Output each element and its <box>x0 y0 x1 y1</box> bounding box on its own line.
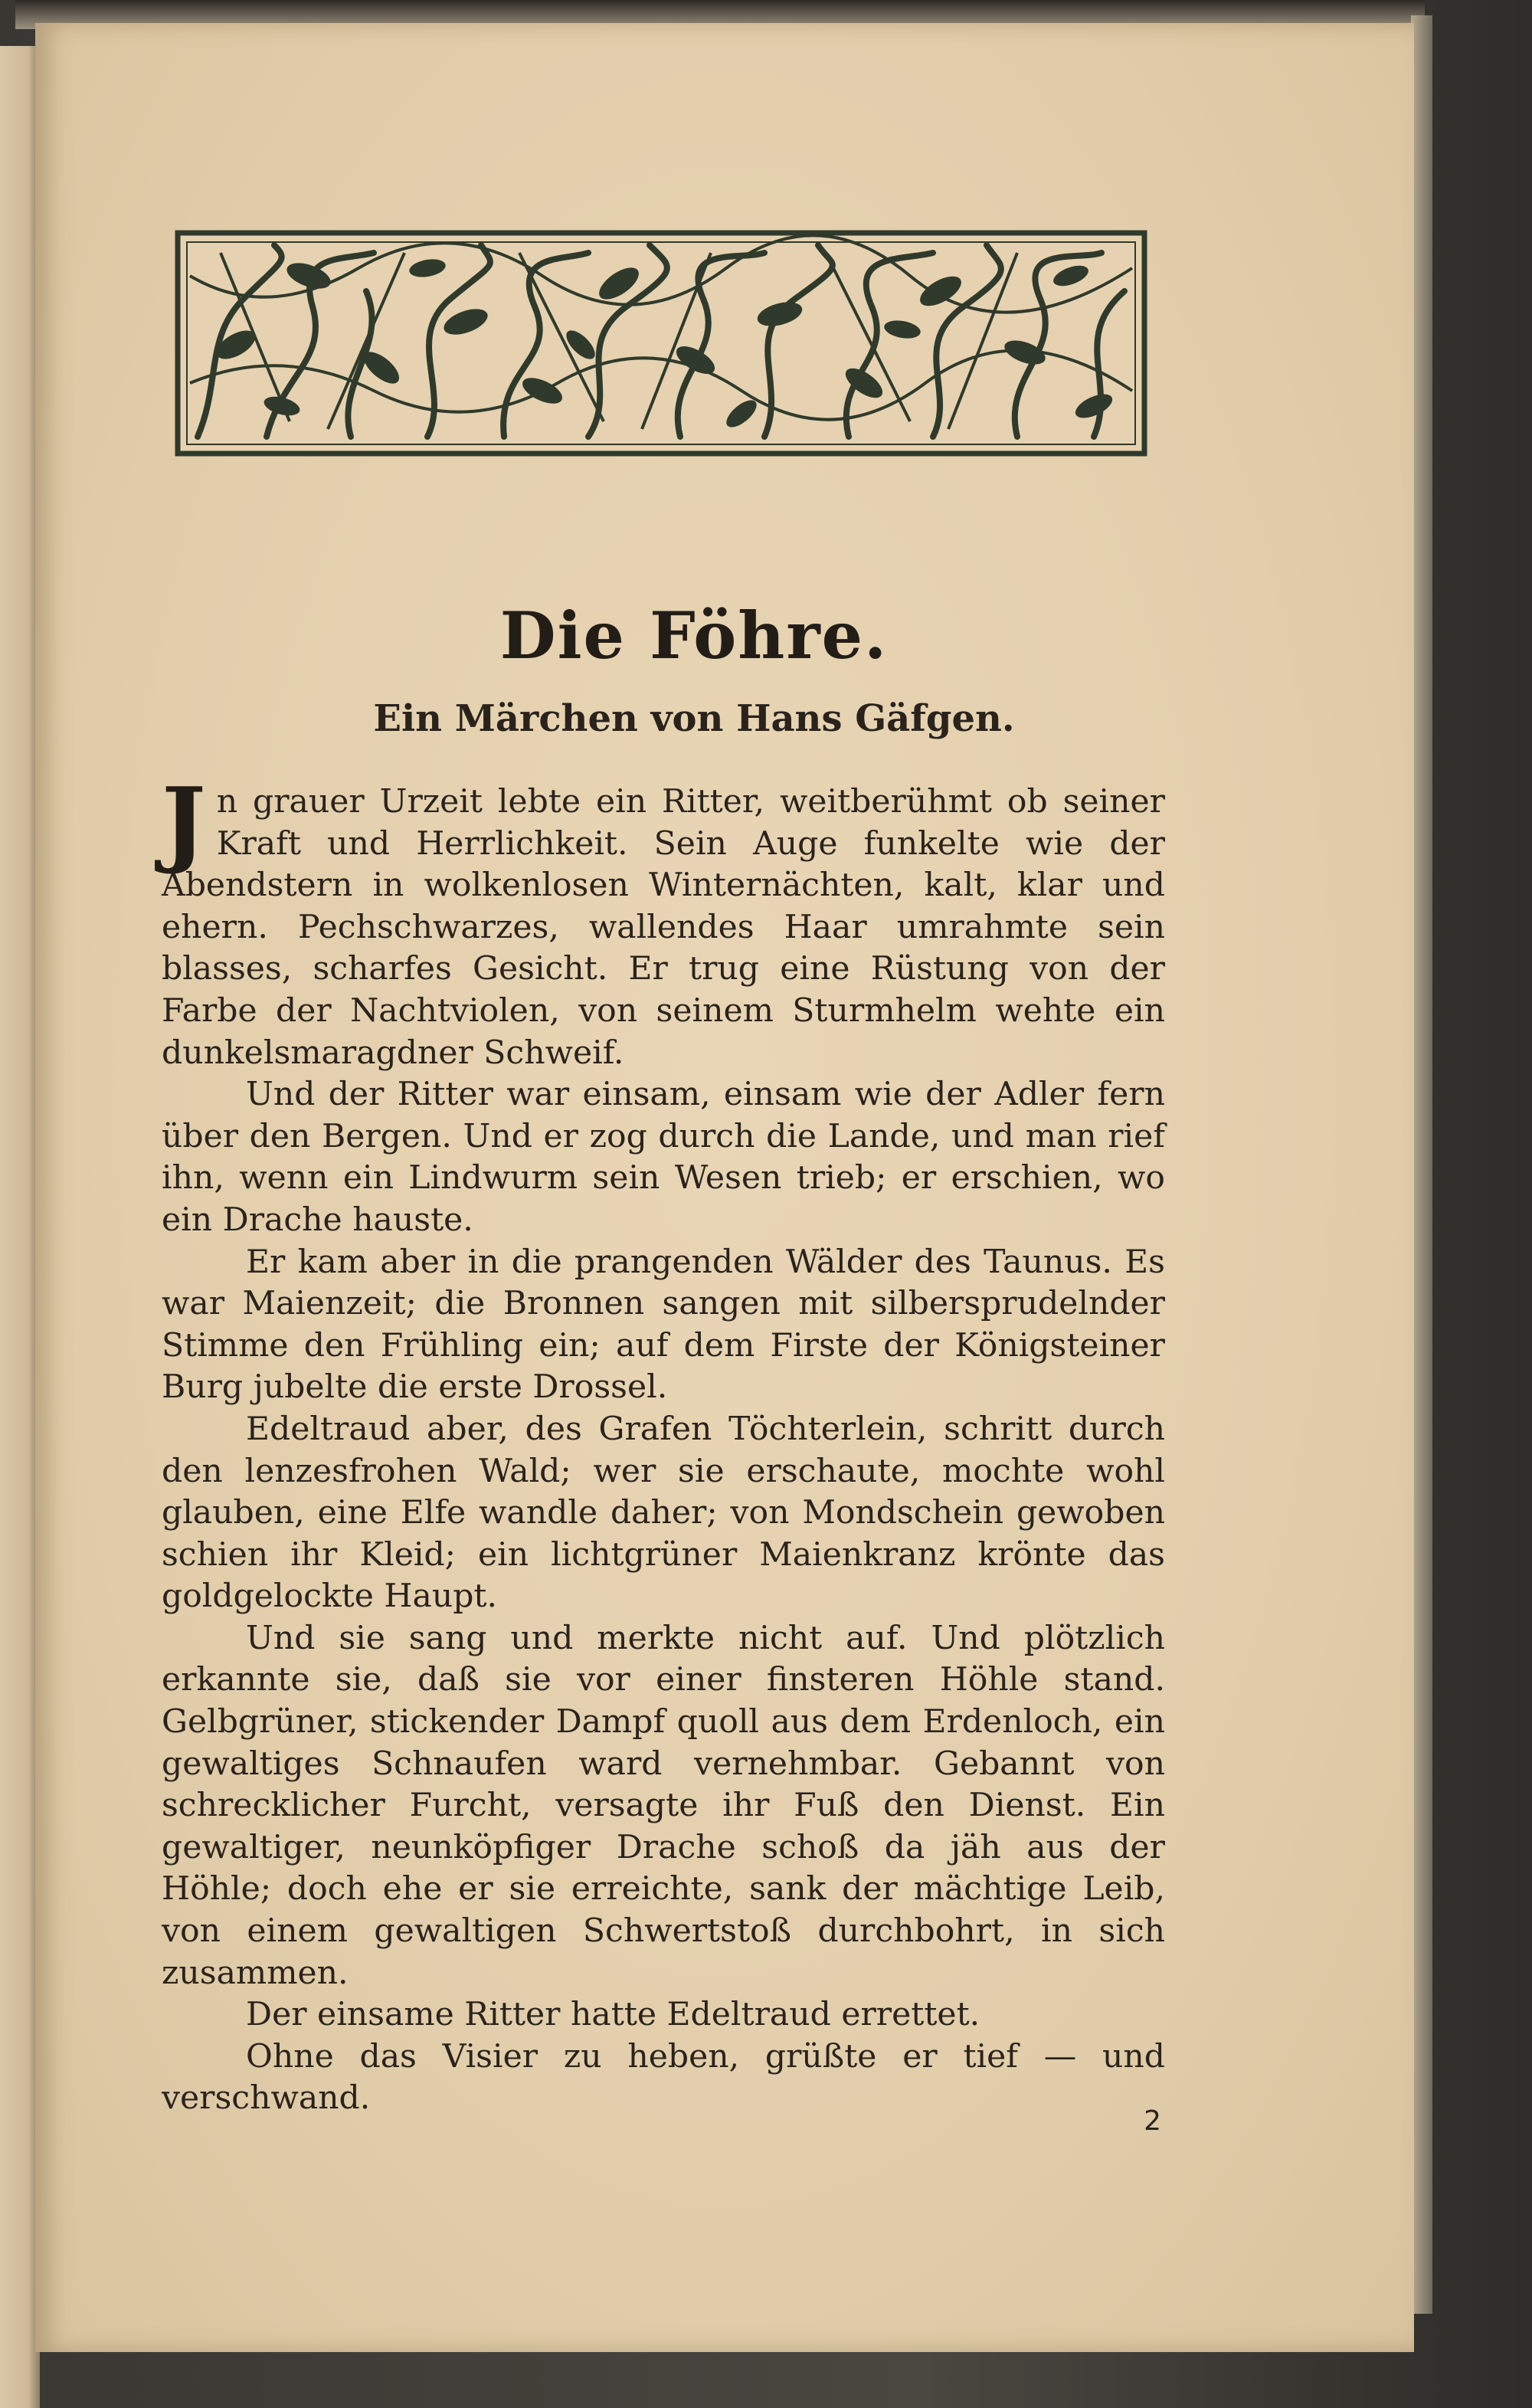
paragraph: Edeltraud aber, des Grafen Töchterlein, schritt durch den lenzesfrohen Wald; wer sie erschaute, mochte wohl glauben, eine Elfe wandle daher; von Mondschein gewoben schien ihr Kleid; ein lichtgrüner Maienkranz krönte das goldgelockte Haupt. <box>162 1410 1165 1616</box>
paragraph: Und sie sang und merkte nicht auf. Und plötzlich erkannte sie, daß sie vor einer finsteren Höhle stand. Gelbgrüner, stickender Dampf quoll aus dem Erdenloch, ein gewaltiges Schnaufen ward vernehmbar. Gebannt von schrecklicher Furcht, versagte ihr Fuß den Dienst. Ein gewaltiger, neunköpfiger Drache schoß da jäh aus der Höhle; doch ehe er sie erreichte, sank der mächtige Leib, von einem gewaltigen Schwertstoß durchbohrt, in sich zusammen. <box>162 1619 1165 1992</box>
story-body <box>162 766 1165 2120</box>
story-title: Die Föhre. <box>499 598 889 673</box>
page-number: 2 <box>1144 2105 1161 2137</box>
paragraph-text: n grauer Urzeit lebte ein Ritter, weitberühmt ob seiner Kraft und Herrlichkeit. Sein Auge funkelte wie der Abendstern in wolkenlosen Winternächten, kalt, klar und ehern. Pechschwarzes, wallendes Haar umrahmte sein blasses, scharfes Gesicht. Er trug eine Rüstung von der Farbe der Nachtviolen, von seinem Sturmhelm wehte ein dunkelsmaragdner Schweif. <box>162 783 1165 1072</box>
paragraph: Ohne das Visier zu heben, grüßte er tief — und verschwand. <box>162 2037 1165 2118</box>
drop-cap: J <box>162 766 206 876</box>
paragraph <box>162 766 1165 1074</box>
vine-leaf-ornament-icon <box>175 230 1147 457</box>
previous-page-edge <box>0 46 40 2408</box>
paragraph: Und der Ritter war einsam, einsam wie der Adler fern über den Bergen. Und er zog durch die Lande, und man rief ihn, wenn ein Lindwurm sein Wesen trieb; er erschien, wo ein Drache hauste. <box>162 1076 1165 1239</box>
page-stack-edge <box>1411 15 1432 2314</box>
paragraph: Er kam aber in die prangenden Wälder des Taunus. Es war Maienzeit; die Bronnen sangen mit silbersprudelnder Stimme den Frühling ein; auf dem Firste der Königsteiner Burg jubelte die erste Drossel. <box>162 1243 1165 1407</box>
story-subtitle: Ein Märchen von Hans Gäfgen. <box>373 697 1015 740</box>
book-page <box>35 23 1414 2352</box>
paragraph: Der einsame Ritter hatte Edeltraud errettet. <box>246 1996 980 2034</box>
